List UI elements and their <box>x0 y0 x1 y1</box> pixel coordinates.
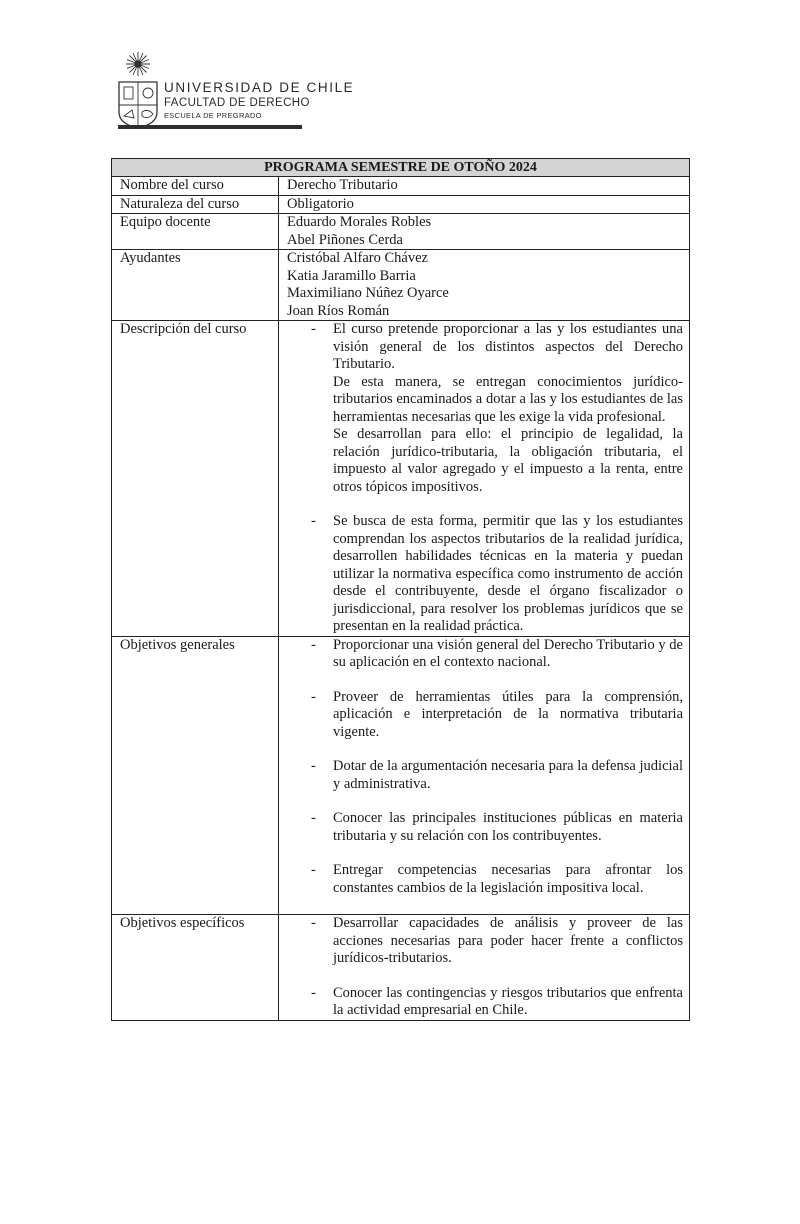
objective-text: Dotar de la argumentación necesaria para la defensa judicial y administrativa. <box>333 758 683 792</box>
table-row <box>112 636 690 915</box>
list-item <box>287 689 683 742</box>
list-spacer <box>287 496 683 513</box>
list-item <box>287 758 683 793</box>
description-paragraph: Se busca de esta forma, permitir que las y los estudiantes comprendan los aspectos tributarios de la realidad jurídica, desarrollen habilidades técnicas en la materia y puedan utilizar la normativa específica como instrumento de acción desde el contribuyente, desde el órgano fiscalizador o jurisdiccional, para resolver los problemas jurídicos que se presentan en la realidad práctica. <box>333 513 683 634</box>
list-item <box>287 637 683 672</box>
list-spacer <box>287 793 683 810</box>
specific-objectives-value <box>279 915 690 1021</box>
teacher-name: Eduardo Morales Robles <box>287 214 432 230</box>
bullet-dash: - <box>311 513 316 529</box>
bullet-dash: - <box>311 984 316 1001</box>
page-header <box>116 50 355 130</box>
objective-text: Proveer de herramientas útiles para la comprensión, aplicación e interpretación de la normativa tributaria vigente. <box>333 688 683 740</box>
list-spacer <box>287 968 683 985</box>
list-item <box>287 862 683 897</box>
table-row <box>112 321 690 637</box>
description-list <box>287 321 683 636</box>
course-name-value: Derecho Tributario <box>279 177 690 196</box>
list-spacer <box>287 845 683 862</box>
bullet-dash: - <box>311 862 316 878</box>
university-name: UNIVERSIDAD DE CHILE <box>164 80 355 95</box>
general-objectives-value <box>279 636 690 915</box>
objective-text: Conocer las contingencias y riesgos tributarios que enfrenta la actividad empresarial en Chile. <box>333 984 683 1018</box>
table-row <box>112 915 690 1021</box>
bullet-dash: - <box>311 636 316 653</box>
description-label: Descripción del curso <box>112 321 279 637</box>
program-table <box>111 158 690 1021</box>
list-item <box>287 985 683 1020</box>
teaching-team-label: Equipo docente <box>112 214 279 250</box>
university-wordmark <box>164 80 354 122</box>
faculty-name: FACULTAD DE DERECHO <box>164 97 310 109</box>
course-nature-label: Naturaleza del curso <box>112 195 279 214</box>
table-row <box>112 195 690 214</box>
header-divider <box>118 125 302 129</box>
list-spacer <box>287 672 683 689</box>
description-value <box>279 321 690 637</box>
specific-objectives-list <box>287 915 683 1020</box>
course-nature-value: Obligatorio <box>279 195 690 214</box>
table-row <box>112 250 690 321</box>
general-objectives-label: Objetivos generales <box>112 636 279 915</box>
bullet-dash: - <box>311 810 316 826</box>
assistant-name: Cristóbal Alfaro Chávez <box>287 250 428 266</box>
table-row <box>112 177 690 196</box>
list-item <box>287 915 683 968</box>
list-item <box>287 810 683 845</box>
assistant-name: Joan Ríos Román <box>287 302 390 319</box>
table-title: PROGRAMA SEMESTRE DE OTOÑO 2024 <box>112 159 690 177</box>
specific-objectives-label: Objetivos específicos <box>112 915 279 1021</box>
assistants-value <box>279 250 690 321</box>
bullet-dash: - <box>311 758 316 774</box>
general-objectives-list <box>287 637 683 915</box>
bullet-dash: - <box>311 915 316 931</box>
assistant-name: Maximiliano Núñez Oyarce <box>287 285 449 301</box>
objective-text: Conocer las principales instituciones públicas en materia tributaria y su relación con los contribuyentes. <box>333 810 683 844</box>
bullet-dash: - <box>311 321 316 337</box>
description-paragraph: El curso pretende proporcionar a las y los estudiantes una visión general de los distintos aspectos del Derecho Tributario. <box>333 321 683 372</box>
assistants-label: Ayudantes <box>112 250 279 321</box>
university-crest-icon <box>116 50 160 130</box>
description-paragraph: Se desarrollan para ello: el principio de legalidad, la relación jurídico-tributaria, la obligación tributaria, el impuesto al valor agregado y el impuesto a la renta, entre otros tópicos impositivos. <box>333 426 683 495</box>
table-row <box>112 214 690 250</box>
teaching-team-value <box>279 214 690 250</box>
assistant-name: Katia Jaramillo Barria <box>287 267 416 284</box>
objective-text: Desarrollar capacidades de análisis y proveer de las acciones necesarias para poder hacer frente a conflictos jurídicos-tributarios. <box>333 915 683 966</box>
course-name-label: Nombre del curso <box>112 177 279 196</box>
description-paragraph: De esta manera, se entregan conocimientos jurídico-tributarios encaminados a dotar a las y los estudiantes de las herramientas necesarias que les exige la vida profesional. <box>333 373 683 425</box>
list-item <box>287 513 683 636</box>
objective-text: Proporcionar una visión general del Derecho Tributario y de su aplicación en el contexto nacional. <box>333 636 683 670</box>
objective-text: Entregar competencias necesarias para afrontar los constantes cambios de la legislación impositiva local. <box>333 862 683 896</box>
list-spacer <box>287 741 683 758</box>
bullet-dash: - <box>311 688 316 705</box>
list-spacer <box>287 897 683 914</box>
school-name: ESCUELA DE PREGRADO <box>164 111 262 120</box>
list-item <box>287 321 683 496</box>
teacher-name: Abel Piñones Cerda <box>287 231 403 248</box>
